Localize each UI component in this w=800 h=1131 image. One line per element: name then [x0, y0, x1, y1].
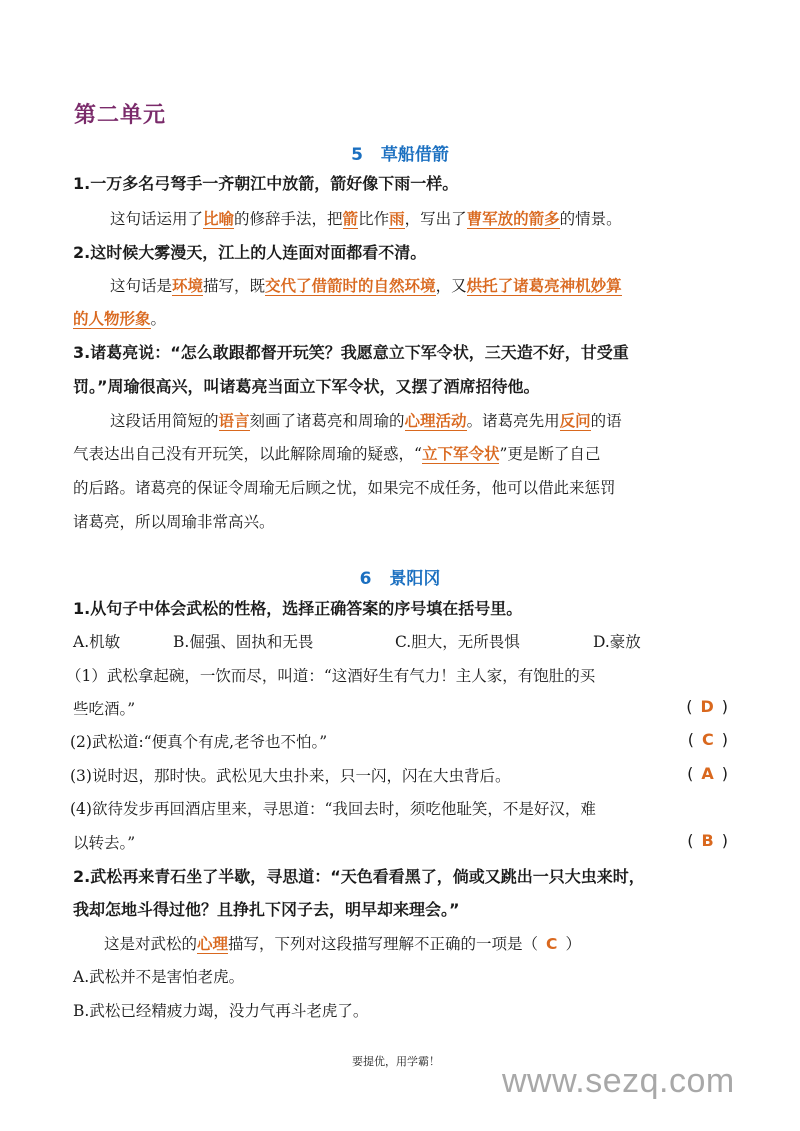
l6-q1-item1-line2: 些吃酒。”	[73, 700, 136, 718]
highlight-answer: 的人物形象	[73, 310, 151, 328]
footer-slogan: 要提优，用学霸！	[352, 1055, 440, 1068]
highlight-answer: 心理活动	[404, 412, 467, 430]
choice-c: C.胆大，无所畏惧	[395, 633, 520, 651]
highlight-answer: 烘托了诸葛亮神机妙算	[466, 277, 622, 295]
choice-a: A.机敏	[73, 633, 121, 651]
answer-bracket: ( B )	[687, 831, 728, 850]
l6-q2-prompt: 这是对武松的心理描写，下列对这段描写理解不正确的一项是（ C ）	[104, 935, 581, 953]
l5-q2-question: 2.这时候大雾漫天，江上的人连面对面都看不清。	[73, 243, 427, 262]
highlight-answer: 箭	[342, 210, 359, 228]
lesson-6-title	[0, 564, 800, 589]
l5-q1-question: 1.一万多名弓弩手一齐朝江中放箭，箭好像下雨一样。	[73, 174, 459, 193]
l6-q2-option-a: A.武松并不是害怕老虎。	[73, 968, 245, 986]
l6-q1-item3: (3)说时迟，那时快。武松见大虫扑来，只一闪，闪在大虫背后。	[70, 767, 511, 785]
answer-letter: B	[701, 831, 714, 850]
l5-q3-answer-line2: 气表达出自己没有开玩笑，以此解除周瑜的疑惑，“立下军令状”更是断了自己	[73, 445, 601, 463]
highlight-answer: 反问	[559, 412, 591, 430]
lesson-number: 6	[359, 569, 372, 589]
answer-letter: C	[702, 730, 714, 749]
answer-bracket: ( A )	[687, 764, 728, 783]
l6-q2-option-b: B.武松已经精疲力竭，没力气再斗老虎了。	[73, 1002, 369, 1020]
highlight-answer: 立下军令状	[421, 445, 500, 463]
watermark: www.sezq.com	[502, 1062, 735, 1100]
highlight-answer: 语言	[218, 412, 250, 430]
l5-q2-answer-line2: 的人物形象。	[73, 310, 167, 328]
l5-q3-answer-line1: 这段话用简短的语言刻画了诸葛亮和周瑜的心理活动。诸葛亮先用反问的语	[110, 412, 622, 430]
highlight-answer: 心理	[197, 935, 229, 953]
l5-q3-question-line2: 罚。”周瑜很高兴，叫诸葛亮当面立下军令状，又摆了酒席招待他。	[73, 377, 540, 396]
answer-letter: C	[546, 935, 558, 953]
l6-q1-item2: (2)武松道:“便真个有虎,老爷也不怕。”	[70, 733, 328, 751]
l5-q3-answer-line4: 诸葛亮，所以周瑜非常高兴。	[73, 513, 275, 531]
lesson-number: 5	[351, 145, 363, 165]
unit-title: 第二单元	[74, 103, 167, 128]
choice-b: B.倔强、固执和无畏	[173, 633, 314, 651]
lesson-name: 草船借箭	[380, 145, 449, 165]
answer-bracket: ( D )	[686, 697, 728, 716]
l5-q3-question-line1: 3.诸葛亮说：“怎么敢跟都督开玩笑？我愿意立下军令状，三天造不好，甘受重	[73, 343, 629, 362]
answer-letter: D	[700, 697, 714, 716]
l6-q1-item4-line1: (4)欲待发步再回酒店里来，寻思道：“我回去时，须吃他耻笑，不是好汉，难	[70, 800, 596, 818]
highlight-answer: 雨	[389, 210, 405, 228]
lesson-name: 景阳冈	[389, 569, 441, 589]
highlight-answer: 比喻	[203, 210, 235, 228]
l6-q1-item1-line1: （1）武松拿起碗，一饮而尽，叫道：“这酒好生有气力！主人家，有饱肚的买	[66, 667, 596, 685]
answer-letter: A	[701, 764, 714, 783]
l5-q3-answer-line3: 的后路。诸葛亮的保证令周瑜无后顾之忧，如果完不成任务，他可以借此来惩罚	[73, 479, 616, 497]
l6-q1-item4-line2: 以转去。”	[73, 834, 136, 852]
l6-q1-question: 1.从句子中体会武松的性格，选择正确答案的序号填在括号里。	[73, 599, 523, 618]
l6-q2-question-line1: 2.武松再来青石坐了半歇，寻思道：“天色看看黑了，倘或又跳出一只大虫来时，	[73, 867, 645, 886]
l6-q2-question-line2: 我却怎地斗得过他？且挣扎下冈子去，明早却来理会。”	[73, 900, 460, 919]
l5-q2-answer-line1: 这句话是环境描写，既交代了借箭时的自然环境，又烘托了诸葛亮神机妙算	[110, 277, 622, 295]
lesson-5-title	[0, 140, 800, 165]
choice-d: D.豪放	[593, 633, 641, 651]
highlight-answer: 交代了借箭时的自然环境	[265, 277, 436, 295]
l5-q1-answer: 这句话运用了比喻的修辞手法，把箭比作雨，写出了曹军放的箭多的情景。	[110, 210, 622, 228]
highlight-answer: 曹军放的箭多	[466, 210, 560, 228]
l6-q1-choices	[73, 630, 733, 654]
highlight-answer: 环境	[172, 277, 204, 295]
answer-bracket: ( C )	[687, 730, 728, 749]
